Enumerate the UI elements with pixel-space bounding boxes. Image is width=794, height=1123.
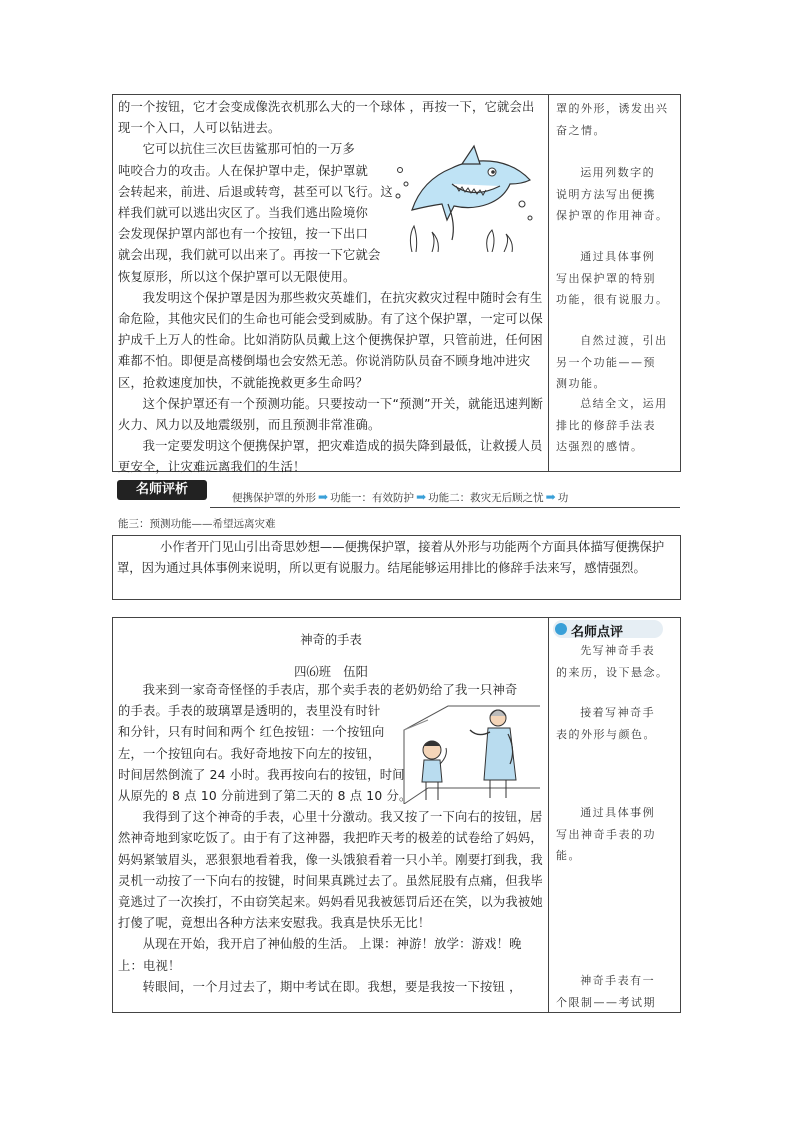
side-line: 先写神奇手表 [580,644,656,657]
side-line: 个限制——考试期 [556,995,656,1009]
side-line: 运用列数字的 [580,166,656,179]
side1-comment-4 [556,330,668,395]
side2-comment-3 [556,802,656,867]
side-line: 说明方法写出便携 [556,187,656,201]
side1-comment-2 [556,162,669,227]
essay1-p3: 这个保护罩还有一个预测功能。只要按动一下“预测”开关，就能迅速判断火力、风力以及地震级别，而且预测非常准确。 [118,396,544,433]
essay2-p3: 从现在开始，我开启了神仙般的生活。 上课：神游！放学：游戏！晚上：电视！ [118,937,522,973]
flow-step: 功能一：有效防护 [330,492,415,504]
flow-step: 功 [557,492,569,504]
side-line: 写出神奇手表的功 [556,827,656,841]
essay2-p1-line: 左，一个按钮向右。我好奇地按下向左的按钮， [118,746,381,761]
side-line: 通过具体事例 [580,806,656,819]
side-line: 测功能。 [556,377,606,391]
side-line: 排比的修辞手法表 [556,418,656,432]
side-line: 的来历，设下悬念。 [556,665,669,679]
side-line: 通过具体事例 [580,250,656,263]
shark-illustration [392,140,542,252]
essay2-p1-line: 从原先的 8 点 10 分前进到了第二天的 8 点 10 分。 [118,789,412,804]
side1-comment-3 [556,246,669,311]
essay1-p1-line: 吨咬合力的攻击。人在保护罩中走，保护罩就 [118,163,368,178]
analysis-flow-line2: 能三：预测功能——希望远离灾难 [118,518,276,530]
side2-comment-4 [556,970,656,1013]
essay1-p1 [118,139,394,287]
essay2-title: 神奇的手表 [300,633,362,647]
essay2-divider [548,617,549,1013]
essay1-p1-line: 会发现保护罩内部也有一个按钮，按一下出口 [118,227,368,242]
essay2-p1-line: 的手表。手表的玻璃罩是透明的，表里没有时针 [118,704,381,719]
flow-step: 便携保护罩的外形 [232,492,316,504]
side1-comment-5 [556,393,668,458]
arrow-icon: ➡ [545,490,556,504]
analysis-flow [232,490,568,505]
side-line: 神奇手表有一 [580,974,656,987]
essay1-p1-line: 会转起来，前进、后退或转弯，甚至可以飞行。这 [118,184,393,199]
side1-comment-1 [556,98,669,141]
essay2-p1-line: 时间居然倒流了 24 小时。我再按向右的按钮，时间 [118,767,405,782]
teacher-comment-badge [553,620,663,638]
side2-comment-2 [556,702,656,745]
essay2-p2: 我得到了这个神奇的手表，心里十分激动。我又按了一下向右的按钮，居然神奇地到家吃饭了。由于有了这神器，我把昨天考的极差的试卷给了妈妈，妈妈紧皱眉头，恶狠狠地看着我，像一头饿狼看着一只小羊。刚要打到我，我灵机一动按了一下向右的按键，时间果真跳过去了。虽然屁股有点痛，但我毕竟逃过了一次挨打，不由窃笑起来。妈妈看见我被惩罚后还在笑，以为我被她打傻了呢，竟想出各种方法来安慰我。我真是快乐无比！ [118,810,543,931]
side-line: 自然过渡，引出 [580,334,668,347]
side-line: 总结全文，运用 [580,397,668,410]
side-line: 奋之情。 [556,123,606,137]
badge-dot-icon [555,623,567,635]
shop-illustration [398,700,540,804]
side-line: 保护罩的作用神奇。 [556,209,669,223]
essay1-divider [548,94,549,472]
flow-step: 功能二：救灾无后顾之忧 [428,492,544,504]
side-line: 接着写神奇手 [580,706,656,719]
essay2-p1-line: 我来到一家奇奇怪怪的手表店，那个卖手表的老奶奶给了我一只神奇 [142,683,518,697]
arrow-icon: ➡ [416,490,427,504]
essay2-p1-line: 和分针，只有时间和两个 红色按钮：一个按钮向 [118,725,385,740]
essay2-author: 四⑹班 伍阳 [294,665,368,679]
side-line: 功能，很有说服力。 [556,293,669,307]
side-line: 写出保护罩的特别 [556,271,656,285]
arrow-icon: ➡ [318,490,329,504]
essay1-p1-line: 就会出现，我们就可以出来了。再按一下它就会 [118,248,381,263]
essay1-p1-line: 恢复原形，所以这个保护罩可以无限使用。 [118,269,356,284]
side-line: 另一个功能——预 [556,355,656,369]
teacher-comment-label: 名师点评 [571,625,624,640]
essay1-p2: 我发明这个保护罩是因为那些救灾英雄们，在抗灾救灾过程中随时会有生命危险，其他灾民们的生命也可能会受到威胁。有了这个保护罩，一定可以保护成千上万人的性命。比如消防队员戴上这个便携保护罩，只管前进，任何困难都不怕。即便是高楼倒塌也会安然无恙。你说消防队员奋不顾身地冲进灾区，抢救速度加快，不就能挽救更多生命吗？ [118,290,543,390]
side-line: 达强烈的感情。 [556,440,644,454]
side2-comment-1 [556,640,669,683]
analysis-underline [210,507,680,508]
essay2-p4: 转眼间，一个月过去了，期中考试在即。我想，要是我按一下按钮 ， [142,979,522,994]
analysis-badge: 名师评析 [117,480,207,500]
essay1-p4: 我一定要发明这个便携保护罩，把灾难造成的损失降到最低，让救援人员更安全，让灾难远离我们的生活！ [118,439,543,475]
summary-text: 小作者开门见山引出奇思妙想——便携保护罩，接着从外形与功能两个方面具体描写便携保护罩，因为通过具体事例来说明，所以更有说服力。结尾能够运用排比的修辞手法来写，感情强烈。 [117,540,665,575]
essay1-p1-line: 它可以抗住三次巨齿鲨那可怕的一万多 [142,142,356,157]
side-line: 能。 [556,849,581,863]
side-line: 表的外形与颜色。 [556,727,656,741]
essay1-p1-line: 样我们就可以逃出灾区了。当我们逃出险境你 [118,206,368,221]
essay1-p0: 的一个按钮，它才会变成像洗衣机那么大的一个球体 ，再按一下，它就会出现一个入口，人可以钻进去。 [118,100,535,136]
side-line: 罩的外形，诱发出兴 [556,102,669,115]
